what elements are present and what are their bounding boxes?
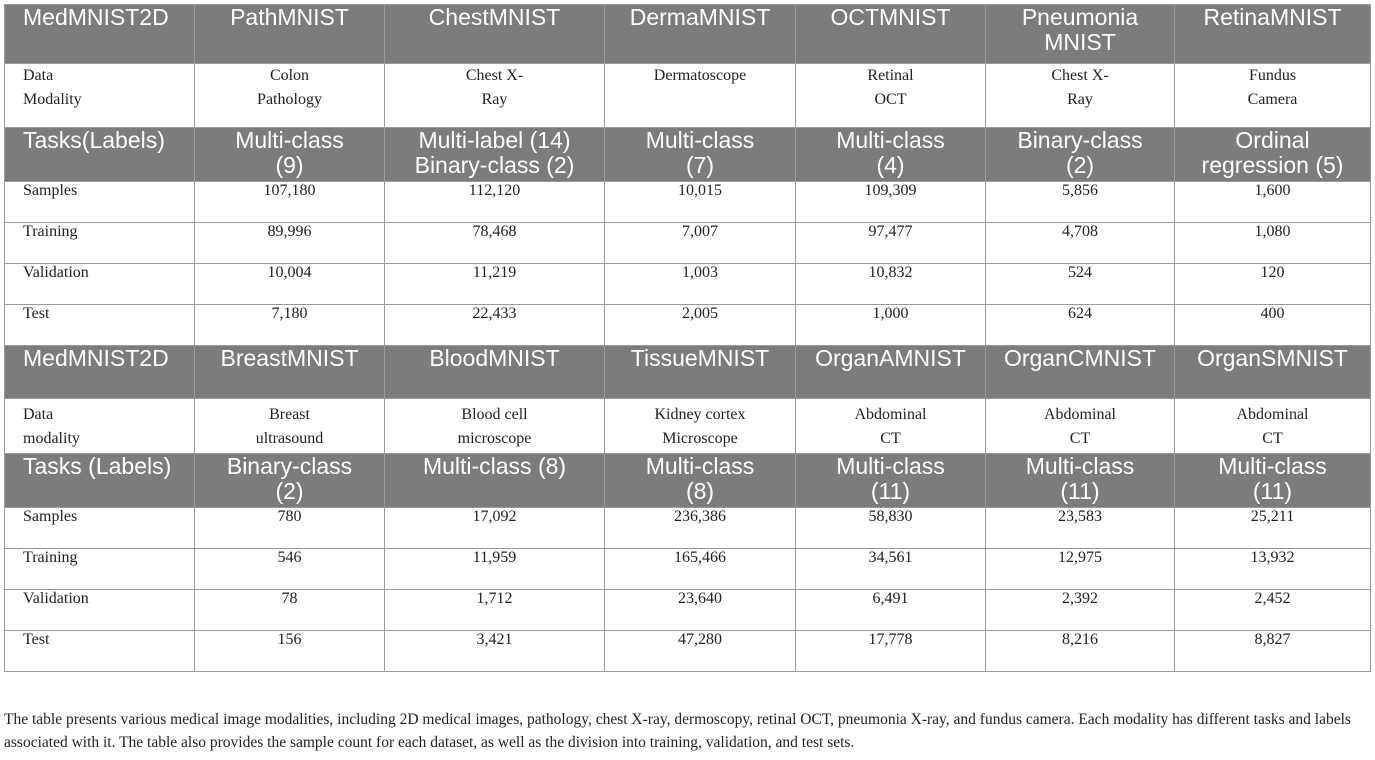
modality-cell bbox=[1175, 399, 1371, 454]
row-label bbox=[5, 64, 195, 128]
value-cell: 10,832 bbox=[796, 264, 986, 305]
value-cell: 1,003 bbox=[605, 264, 796, 305]
value-cell: 78 bbox=[195, 590, 385, 631]
modality-cell bbox=[986, 64, 1175, 128]
value-cell: 4,708 bbox=[986, 223, 1175, 264]
task-cell bbox=[1175, 454, 1371, 508]
row-label: Test bbox=[5, 631, 195, 672]
row-label bbox=[5, 399, 195, 454]
modality-text: Abdominal CT bbox=[1236, 406, 1309, 447]
value-cell: 165,466 bbox=[605, 549, 796, 590]
value-cell: 8,827 bbox=[1175, 631, 1371, 672]
tasks-row bbox=[5, 454, 1371, 508]
header-cell: OrganCMNIST bbox=[986, 346, 1175, 399]
modality-cell bbox=[195, 399, 385, 454]
header-row bbox=[5, 346, 1371, 399]
modality-text: Kidney cortex Microscope bbox=[654, 406, 746, 447]
task-cell bbox=[796, 454, 986, 508]
row-label: Test bbox=[5, 305, 195, 346]
modality-text: Abdominal CT bbox=[854, 406, 927, 447]
value-cell: 1,600 bbox=[1175, 182, 1371, 223]
row-label: Samples bbox=[5, 508, 195, 549]
modality-text: Fundus Camera bbox=[1247, 67, 1298, 108]
value-cell: 10,004 bbox=[195, 264, 385, 305]
row-label-text: Data modality bbox=[23, 406, 80, 447]
value-cell: 400 bbox=[1175, 305, 1371, 346]
value-cell: 7,180 bbox=[195, 305, 385, 346]
value-cell: 1,712 bbox=[385, 590, 605, 631]
value-cell: 546 bbox=[195, 549, 385, 590]
table-row bbox=[5, 182, 1371, 223]
task-cell bbox=[1175, 128, 1371, 182]
table-row bbox=[5, 549, 1371, 590]
task-text: Multi-class (7) bbox=[645, 127, 755, 178]
modality-text: Colon Pathology bbox=[257, 67, 322, 108]
value-cell: 1,080 bbox=[1175, 223, 1371, 264]
row-label: Validation bbox=[5, 264, 195, 305]
value-cell: 11,959 bbox=[385, 549, 605, 590]
value-cell: 780 bbox=[195, 508, 385, 549]
value-cell: 6,491 bbox=[796, 590, 986, 631]
value-cell: 5,856 bbox=[986, 182, 1175, 223]
value-cell: 25,211 bbox=[1175, 508, 1371, 549]
modality-text: Retinal OCT bbox=[867, 67, 914, 108]
task-text: Multi-class (4) bbox=[836, 127, 945, 178]
modality-cell bbox=[796, 399, 986, 454]
modality-text: Chest X-Ray bbox=[1051, 67, 1109, 108]
value-cell: 2,392 bbox=[986, 590, 1175, 631]
task-cell bbox=[195, 128, 385, 182]
modality-cell bbox=[385, 399, 605, 454]
header-cell bbox=[986, 5, 1175, 64]
header-cell: TissueMNIST bbox=[605, 346, 796, 399]
modality-cell bbox=[195, 64, 385, 128]
value-cell: 107,180 bbox=[195, 182, 385, 223]
value-cell: 8,216 bbox=[986, 631, 1175, 672]
task-cell bbox=[605, 128, 796, 182]
value-cell: 47,280 bbox=[605, 631, 796, 672]
header-cell: OCTMNIST bbox=[796, 5, 986, 64]
task-cell bbox=[385, 128, 605, 182]
row-label: Tasks (Labels) bbox=[5, 454, 195, 508]
modality-cell bbox=[796, 64, 986, 128]
modality-cell bbox=[1175, 64, 1371, 128]
value-cell: 1,000 bbox=[796, 305, 986, 346]
task-cell bbox=[986, 128, 1175, 182]
task-text: Multi-class (8) bbox=[645, 453, 755, 504]
table-row bbox=[5, 590, 1371, 631]
tasks-row bbox=[5, 128, 1371, 182]
value-cell: 89,996 bbox=[195, 223, 385, 264]
header-cell: DermaMNIST bbox=[605, 5, 796, 64]
task-cell bbox=[986, 454, 1175, 508]
value-cell: 120 bbox=[1175, 264, 1371, 305]
value-cell: 17,092 bbox=[385, 508, 605, 549]
value-cell: 3,421 bbox=[385, 631, 605, 672]
header-cell: OrganAMNIST bbox=[796, 346, 986, 399]
value-cell: 22,433 bbox=[385, 305, 605, 346]
value-cell: 97,477 bbox=[796, 223, 986, 264]
modality-row bbox=[5, 399, 1371, 454]
header-cell: RetinaMNIST bbox=[1175, 5, 1371, 64]
modality-cell bbox=[605, 399, 796, 454]
value-cell: 23,640 bbox=[605, 590, 796, 631]
header-cell: OrganSMNIST bbox=[1175, 346, 1371, 399]
value-cell: 109,309 bbox=[796, 182, 986, 223]
modality-text: Breast ultrasound bbox=[255, 406, 324, 447]
value-cell: 2,005 bbox=[605, 305, 796, 346]
value-cell: 2,452 bbox=[1175, 590, 1371, 631]
value-cell: 236,386 bbox=[605, 508, 796, 549]
task-text: Ordinal regression (5) bbox=[1201, 127, 1344, 178]
value-cell: 112,120 bbox=[385, 182, 605, 223]
value-cell: 13,932 bbox=[1175, 549, 1371, 590]
value-cell: 17,778 bbox=[796, 631, 986, 672]
task-text: Binary-class (2) bbox=[1017, 127, 1143, 178]
task-text: Multi-class (9) bbox=[235, 127, 344, 178]
value-cell: 11,219 bbox=[385, 264, 605, 305]
modality-row bbox=[5, 64, 1371, 128]
modality-text: Abdominal CT bbox=[1044, 406, 1116, 447]
value-cell: 23,583 bbox=[986, 508, 1175, 549]
value-cell: 12,975 bbox=[986, 549, 1175, 590]
task-text: Multi-class (11) bbox=[1025, 453, 1135, 504]
task-text: Multi-class (11) bbox=[836, 453, 945, 504]
task-text: Multi-label (14) Binary-class (2) bbox=[414, 127, 575, 178]
table-row bbox=[5, 223, 1371, 264]
modality-text: Chest X-Ray bbox=[465, 67, 524, 108]
table-row bbox=[5, 264, 1371, 305]
row-label: Samples bbox=[5, 182, 195, 223]
task-cell bbox=[195, 454, 385, 508]
row-label-text: Data Modality bbox=[23, 67, 82, 108]
task-text: Multi-class (11) bbox=[1218, 453, 1327, 504]
header-cell: MedMNIST2D bbox=[5, 5, 195, 64]
table-row bbox=[5, 631, 1371, 672]
value-cell: 624 bbox=[986, 305, 1175, 346]
value-cell: 7,007 bbox=[605, 223, 796, 264]
value-cell: 58,830 bbox=[796, 508, 986, 549]
modality-cell bbox=[986, 399, 1175, 454]
value-cell: 10,015 bbox=[605, 182, 796, 223]
value-cell: 78,468 bbox=[385, 223, 605, 264]
value-cell: 34,561 bbox=[796, 549, 986, 590]
task-cell: Multi-class (8) bbox=[385, 454, 605, 508]
header-cell: BloodMNIST bbox=[385, 346, 605, 399]
row-label: Training bbox=[5, 223, 195, 264]
header-cell: ChestMNIST bbox=[385, 5, 605, 64]
row-label: Validation bbox=[5, 590, 195, 631]
header-cell: BreastMNIST bbox=[195, 346, 385, 399]
medmnist-table bbox=[4, 4, 1371, 672]
modality-text: Blood cell microscope bbox=[457, 406, 532, 447]
task-cell bbox=[605, 454, 796, 508]
modality-cell bbox=[385, 64, 605, 128]
value-cell: 156 bbox=[195, 631, 385, 672]
row-label: Training bbox=[5, 549, 195, 590]
value-cell: 524 bbox=[986, 264, 1175, 305]
row-label: Tasks(Labels) bbox=[5, 128, 195, 182]
header-cell: MedMNIST2D bbox=[5, 346, 195, 399]
table-row bbox=[5, 508, 1371, 549]
header-cell: PathMNIST bbox=[195, 5, 385, 64]
table-row bbox=[5, 305, 1371, 346]
table-caption: The table presents various medical image modalities, including 2D medical images, pathology, chest X-ray, dermoscopy, retinal OCT, pneumonia X-ray, and fundus camera. Each modality has different tasks and labels associated with it. The table also provides the sample count for each dataset, as well as the division into training, validation, and test sets. bbox=[4, 711, 1351, 751]
task-cell bbox=[796, 128, 986, 182]
task-text: Binary-class (2) bbox=[226, 453, 353, 504]
header-row bbox=[5, 5, 1371, 64]
modality-cell: Dermatoscope bbox=[605, 64, 796, 128]
header-cell-text: Pneumonia MNIST bbox=[1021, 4, 1139, 55]
